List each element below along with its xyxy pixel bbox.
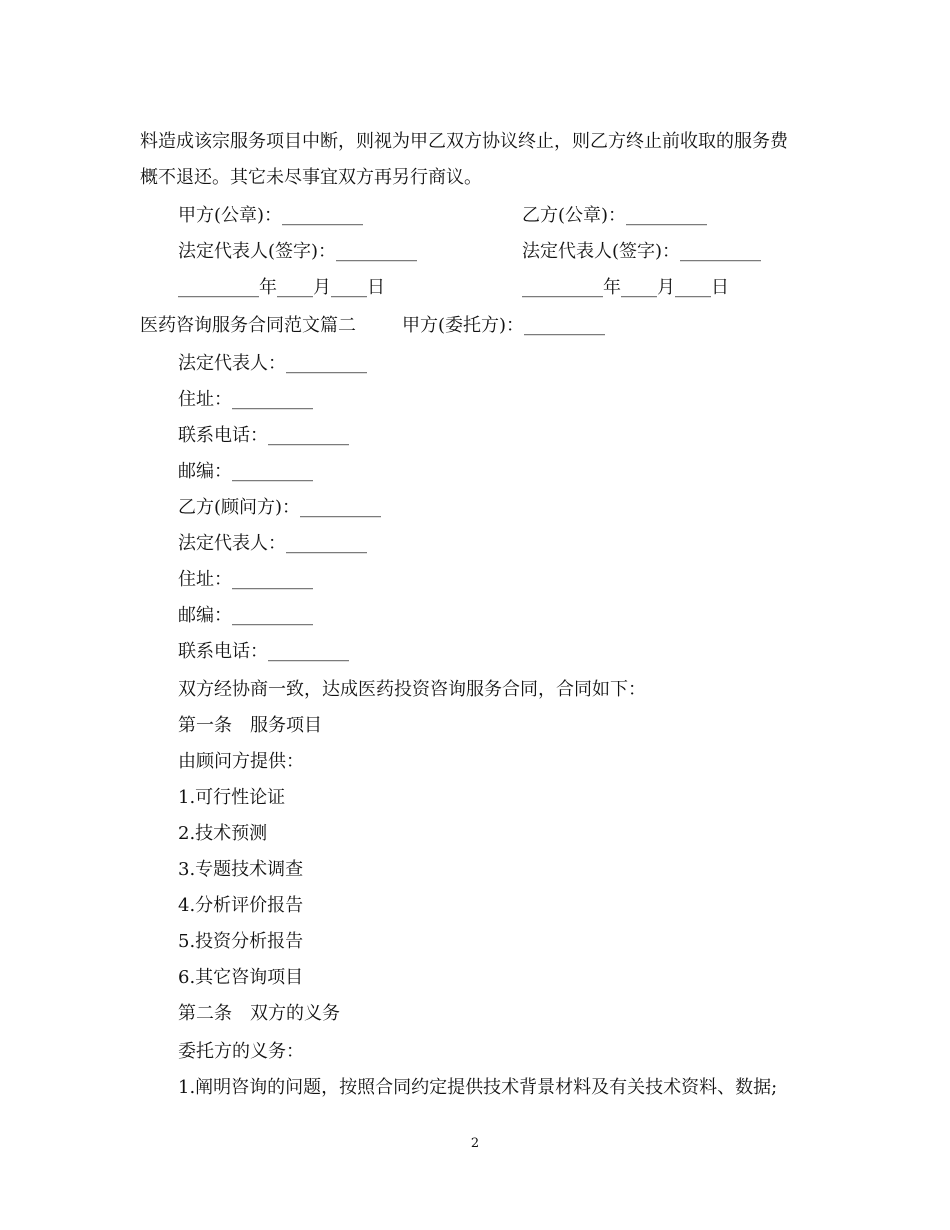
service-item: 5.投资分析报告 [178,931,304,952]
agreement-statement: 双方经协商一致，达成医药投资咨询服务合同，合同如下： [178,679,646,700]
party-a-postcode: 邮编：_________ [178,461,313,482]
provided-by-consultant: 由顾问方提供： [178,751,304,772]
party-a-seal: 甲方(公章)：_________ [178,205,364,226]
article-1-heading: 第一条 服务项目 [178,715,322,736]
party-b-seal: 乙方(公章)：_________ [522,205,708,226]
party-b-representative-signature: 法定代表人(签字)：_________ [522,241,762,262]
intro-line-1: 料造成该宗服务项目中断，则视为甲乙双方协议终止，则乙方终止前收取的服务费 [140,131,788,152]
service-item: 1.可行性论证 [178,787,286,808]
party-b-postcode: 邮编：_________ [178,605,313,626]
party-b-consultant-label: 乙方(顾问方)：_________ [178,497,382,518]
service-item: 2.技术预测 [178,823,268,844]
service-item: 4.分析评价报告 [178,895,304,916]
article-2-heading: 第二条 双方的义务 [178,1003,340,1024]
service-item: 6.其它咨询项目 [178,967,304,988]
service-item: 3.专题技术调查 [178,859,304,880]
party-a-client-label: 甲方(委托方)：_________ [402,315,606,336]
party-b-phone: 联系电话：_________ [178,641,349,662]
party-b-date: _________年____月____日 [522,277,729,298]
contract-heading: 医药咨询服务合同范文篇二 [140,315,356,336]
party-b-address: 住址：_________ [178,569,313,590]
party-b-legal-rep: 法定代表人：_________ [178,533,367,554]
client-duty-1: 1.阐明咨询的问题，按照合同约定提供技术背景材料及有关技术资料、数据; [178,1077,778,1098]
page-number: 2 [470,1136,480,1151]
party-a-legal-rep: 法定代表人：_________ [178,353,367,374]
party-a-phone: 联系电话：_________ [178,425,349,446]
party-a-date: _________年____月____日 [178,277,385,298]
intro-line-2: 概不退还。其它未尽事宜双方再另行商议。 [140,167,482,188]
party-a-representative-signature: 法定代表人(签字)：_________ [178,241,418,262]
client-duties-heading: 委托方的义务： [178,1041,304,1062]
party-a-address: 住址：_________ [178,389,313,410]
